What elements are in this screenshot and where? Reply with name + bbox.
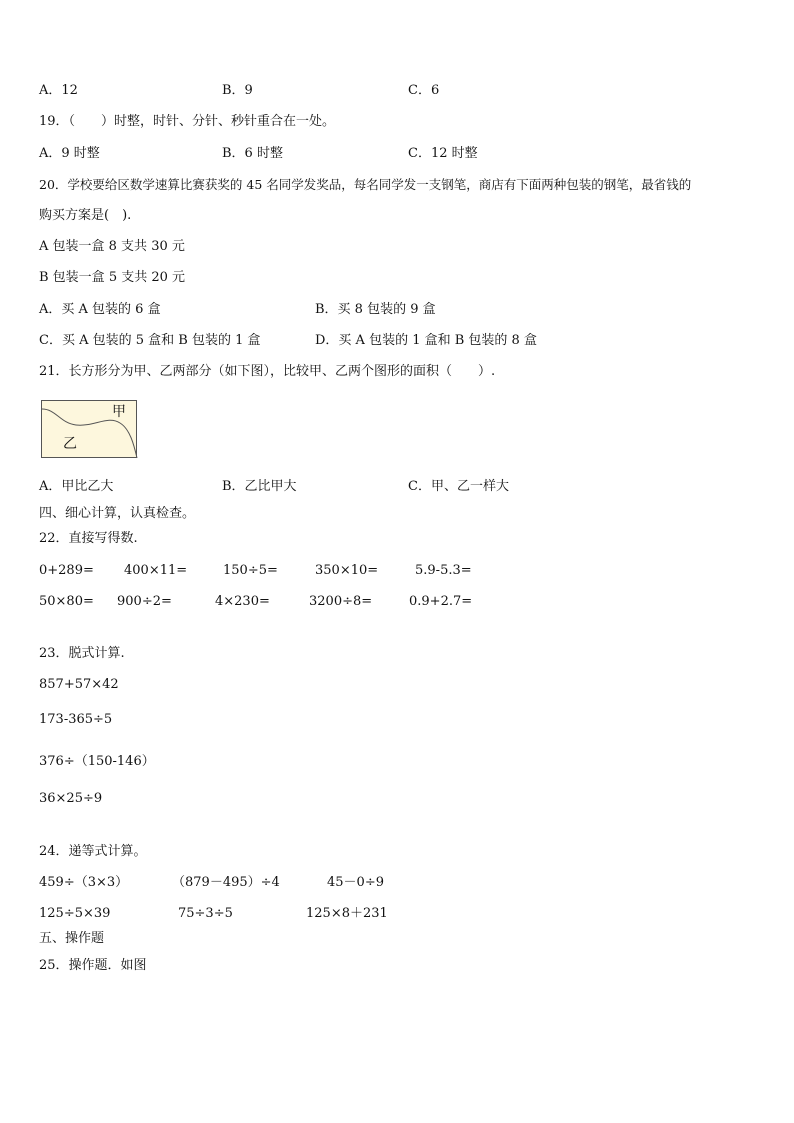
q21-stem: 21．长方形分为甲、乙两部分（如下图），比较甲、乙两个图形的面积（ ）. [39, 364, 496, 379]
q22-r1-item4: 350×10= [315, 563, 379, 578]
q20-pack-b: B 包装一盒 5 支共 20 元 [39, 270, 186, 285]
q19-option-a: A．9 时整 [39, 146, 100, 161]
q22-r2-item4: 3200÷8= [309, 594, 373, 609]
q24-r1-item3: 45－0÷9 [327, 875, 384, 890]
q24-r2-item2: 75÷3÷5 [178, 906, 233, 921]
q21-option-a: A．甲比乙大 [39, 479, 114, 494]
q22-r1-item2: 400×11= [124, 563, 188, 578]
q20-option-d: D．买 A 包装的 1 盒和 B 包装的 8 盒 [315, 333, 537, 348]
q20-option-a: A．买 A 包装的 6 盒 [39, 302, 161, 317]
q23-item1: 857+57×42 [39, 677, 119, 692]
q22-r1-item3: 150÷5= [223, 563, 278, 578]
q25-stem: 25．操作题．如图 [39, 958, 147, 973]
q22-r2-item3: 4×230= [215, 594, 270, 609]
q24-r1-item1: 459÷（3×3） [39, 875, 129, 890]
q18-option-c: C．6 [408, 83, 440, 98]
q20-stem-line2: 购买方案是( ). [39, 208, 132, 223]
q20-pack-a: A 包装一盒 8 支共 30 元 [39, 239, 185, 254]
q19-stem: 19．（ ）时整，时针、分针、秒针重合在一处。 [39, 114, 336, 129]
q23-stem: 23．脱式计算. [39, 646, 125, 661]
q20-stem-line1: 20．学校要给区数学速算比赛获奖的 45 名同学发奖品，每名同学发一支钢笔，商店有下面两种包装的钢笔，最省钱的 [39, 177, 692, 192]
q19-option-b: B．6 时整 [222, 146, 283, 161]
q22-r1-item5: 5.9-5.3= [415, 563, 472, 578]
q22-r2-item2: 900÷2= [117, 594, 172, 609]
q23-item4: 36×25÷9 [39, 791, 103, 806]
q22-r2-item5: 0.9+2.7= [409, 594, 473, 609]
q24-r2-item1: 125÷5×39 [39, 906, 111, 921]
q21-rectangle-figure [41, 400, 137, 458]
q24-r2-item3: 125×8＋231 [306, 906, 388, 921]
q22-r1-item1: 0+289= [39, 563, 94, 578]
q21-option-b: B．乙比甲大 [222, 479, 297, 494]
q21-option-c: C．甲、乙一样大 [408, 479, 509, 494]
q18-option-b: B．9 [222, 83, 253, 98]
q23-item3: 376÷（150-146） [39, 754, 155, 769]
q19-option-c: C．12 时整 [408, 146, 478, 161]
q20-option-b: B．买 8 包装的 9 盒 [315, 302, 436, 317]
q22-stem: 22．直接写得数. [39, 531, 138, 546]
q24-stem: 24．递等式计算。 [39, 844, 147, 859]
q18-option-a: A．12 [39, 83, 78, 98]
q20-option-c: C．买 A 包装的 5 盒和 B 包装的 1 盒 [39, 333, 261, 348]
section4-title: 四、细心计算，认真检查。 [39, 506, 196, 521]
q23-item2: 173-365÷5 [39, 712, 113, 727]
section5-title: 五、操作题 [39, 931, 105, 946]
q24-r1-item2: （879－495）÷4 [172, 875, 280, 890]
q21-label-yi: 乙 [63, 436, 77, 452]
q21-label-jia: 甲 [112, 404, 126, 420]
q22-r2-item1: 50×80= [39, 594, 94, 609]
